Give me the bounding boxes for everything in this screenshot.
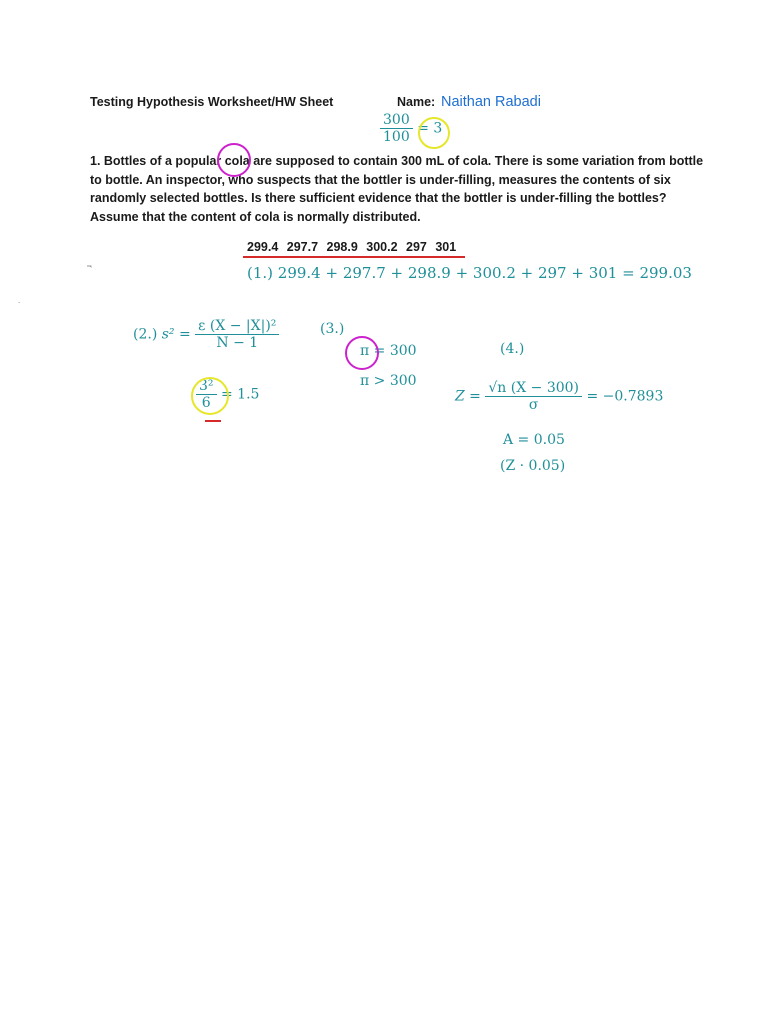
ratio-numerator: 300	[383, 112, 410, 128]
worksheet-title: Testing Hypothesis Worksheet/HW Sheet	[90, 95, 334, 109]
step3-label: (3.)	[320, 321, 345, 337]
step2-lhs: s² =	[161, 326, 191, 343]
step2b-result: = 1.5	[220, 386, 260, 403]
step4-label: (4.)	[500, 341, 525, 357]
step4-fraction	[485, 380, 582, 413]
ratio-denominator: 100	[380, 128, 413, 145]
alpha-level: A = 0.05	[503, 432, 565, 448]
name-value: Naithan Rabadi	[441, 94, 541, 110]
margin-mark: .	[18, 296, 21, 305]
magenta-circle-annotation	[345, 336, 379, 370]
step4-z-formula	[455, 380, 663, 413]
step4-result: = −0.7893	[586, 388, 664, 405]
problem-statement	[90, 152, 704, 226]
step4-numerator: √n (X − 300)	[488, 380, 580, 396]
step4-denominator: σ	[485, 396, 582, 413]
red-underline	[243, 256, 465, 258]
ratio-fraction	[380, 112, 413, 145]
ratio-result: = 3	[417, 120, 443, 137]
step2b-numerator: 3²	[199, 378, 214, 394]
step3-null-hypothesis: π = 300	[360, 343, 417, 359]
yellow-circle-annotation	[191, 377, 229, 415]
step2-variance-formula	[133, 318, 279, 351]
step2b-denominator: 6	[196, 394, 217, 411]
z-alpha-expression: (Z · 0.05)	[500, 458, 566, 474]
step4-lhs: Z =	[455, 388, 481, 405]
step2-fraction	[195, 318, 279, 351]
magenta-circle-annotation	[217, 143, 251, 177]
step1-mean-calculation: (1.) 299.4 + 297.7 + 298.9 + 300.2 + 297 + 301 = 299.03	[247, 264, 692, 282]
step2-label: (2.)	[133, 326, 158, 343]
problem-line: Assume that the content of cola is normally distributed.	[90, 209, 421, 224]
name-label: Name:	[397, 95, 436, 109]
yellow-circle-annotation	[418, 117, 450, 149]
problem-line: 1. Bottles of a popular cola are supposed to contain 300 mL of cola. There is some variation from bottle	[90, 154, 704, 168]
step2-denominator: N − 1	[195, 334, 279, 351]
problem-line: to bottle. An inspector, who suspects that the bottler is under-filling, measures the contents of six	[90, 172, 671, 187]
problem-line: randomly selected bottles. Is there sufficient evidence that the bottler is under-filling the bottles?	[90, 191, 667, 205]
step2-numerator: ε (X − |X|)²	[198, 318, 277, 334]
red-underline	[205, 420, 221, 422]
data-values: 299.4 297.7 298.9 300.2 297 301	[247, 240, 457, 254]
margin-mark: r	[84, 265, 94, 268]
step3-alternative-hypothesis: π > 300	[360, 373, 417, 389]
